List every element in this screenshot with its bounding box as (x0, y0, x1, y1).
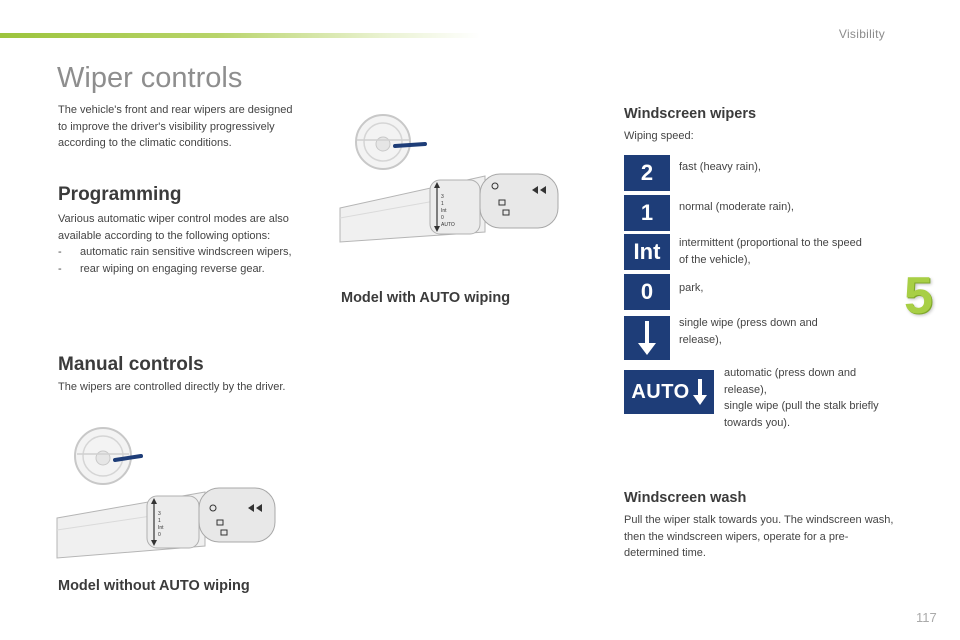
stalk-mark: 3 (441, 194, 444, 200)
down-arrow-icon (636, 319, 658, 357)
auto-text: automatic (press down and release), single wipe (pull the stalk briefly towards you). (724, 367, 879, 429)
stalk-mark: 3 (158, 511, 161, 517)
windscreen-wash-text: Pull the wiper stalk towards you. The windscreen wash, then the windscreen wipers, operate for a pre-determined time. (624, 514, 894, 559)
manual-controls-text: The wipers are controlled directly by the driver. (58, 381, 286, 393)
down-arrow-icon (693, 377, 707, 407)
programming-heading: Programming (58, 184, 182, 205)
list-item: - automatic rain sensitive windscreen wipers, (58, 246, 292, 258)
speed-1-text: normal (moderate rain), (679, 201, 794, 213)
auto-badge-label: AUTO (631, 380, 690, 403)
steering-wheel-icon (356, 115, 425, 169)
model-auto-label: Model with AUTO wiping (341, 290, 511, 306)
stalk-mark: Int (158, 525, 164, 531)
windscreen-wash-heading: Windscreen wash (624, 490, 747, 506)
wiper-stalk-auto-illustration (335, 110, 565, 250)
page-title: Wiper controls (57, 62, 243, 94)
auto-badge (624, 370, 714, 414)
header-accent-bar (0, 33, 480, 38)
windscreen-wipers-heading: Windscreen wipers (624, 106, 757, 122)
speed-0-badge: 0 (624, 274, 670, 310)
chapter-number: 5 (904, 267, 933, 325)
stalk-body (340, 174, 558, 242)
stalk-body (57, 488, 275, 558)
model-noauto-label: Model without AUTO wiping (58, 578, 250, 594)
speed-0-text: park, (679, 282, 704, 294)
stalk-mark: Int (441, 208, 447, 214)
intro-paragraph: The vehicle's front and rear wipers are designed to improve the driver's visibility progressively according to the climatic conditions. (58, 104, 293, 149)
speed-1-badge: 1 (624, 195, 670, 231)
stalk-mark: 0 (158, 532, 161, 538)
programming-intro: Various automatic wiper control modes are also available according to the following options: (58, 213, 289, 242)
wiping-speed-label: Wiping speed: (624, 130, 694, 142)
wiper-stalk-noauto-illustration (55, 420, 285, 565)
stalk-mark: AUTO (441, 222, 455, 228)
speed-int-text: intermittent (proportional to the speed of the vehicle), (679, 237, 862, 266)
programming-text (58, 211, 328, 277)
steering-wheel-icon (75, 428, 141, 484)
list-item: - rear wiping on engaging reverse gear. (58, 262, 265, 275)
stalk-mark: 1 (158, 518, 161, 524)
stalk-mark: 1 (441, 201, 444, 207)
section-label: Visibility (838, 27, 885, 41)
speed-2-badge: 2 (624, 155, 670, 191)
single-wipe-badge (624, 316, 670, 360)
speed-2-text: fast (heavy rain), (679, 161, 761, 173)
single-wipe-text: single wipe (press down and release), (679, 317, 818, 346)
manual-controls-heading: Manual controls (58, 354, 204, 375)
page-number: 117 (916, 610, 937, 625)
speed-int-badge: Int (624, 234, 670, 270)
stalk-mark: 0 (441, 215, 444, 221)
